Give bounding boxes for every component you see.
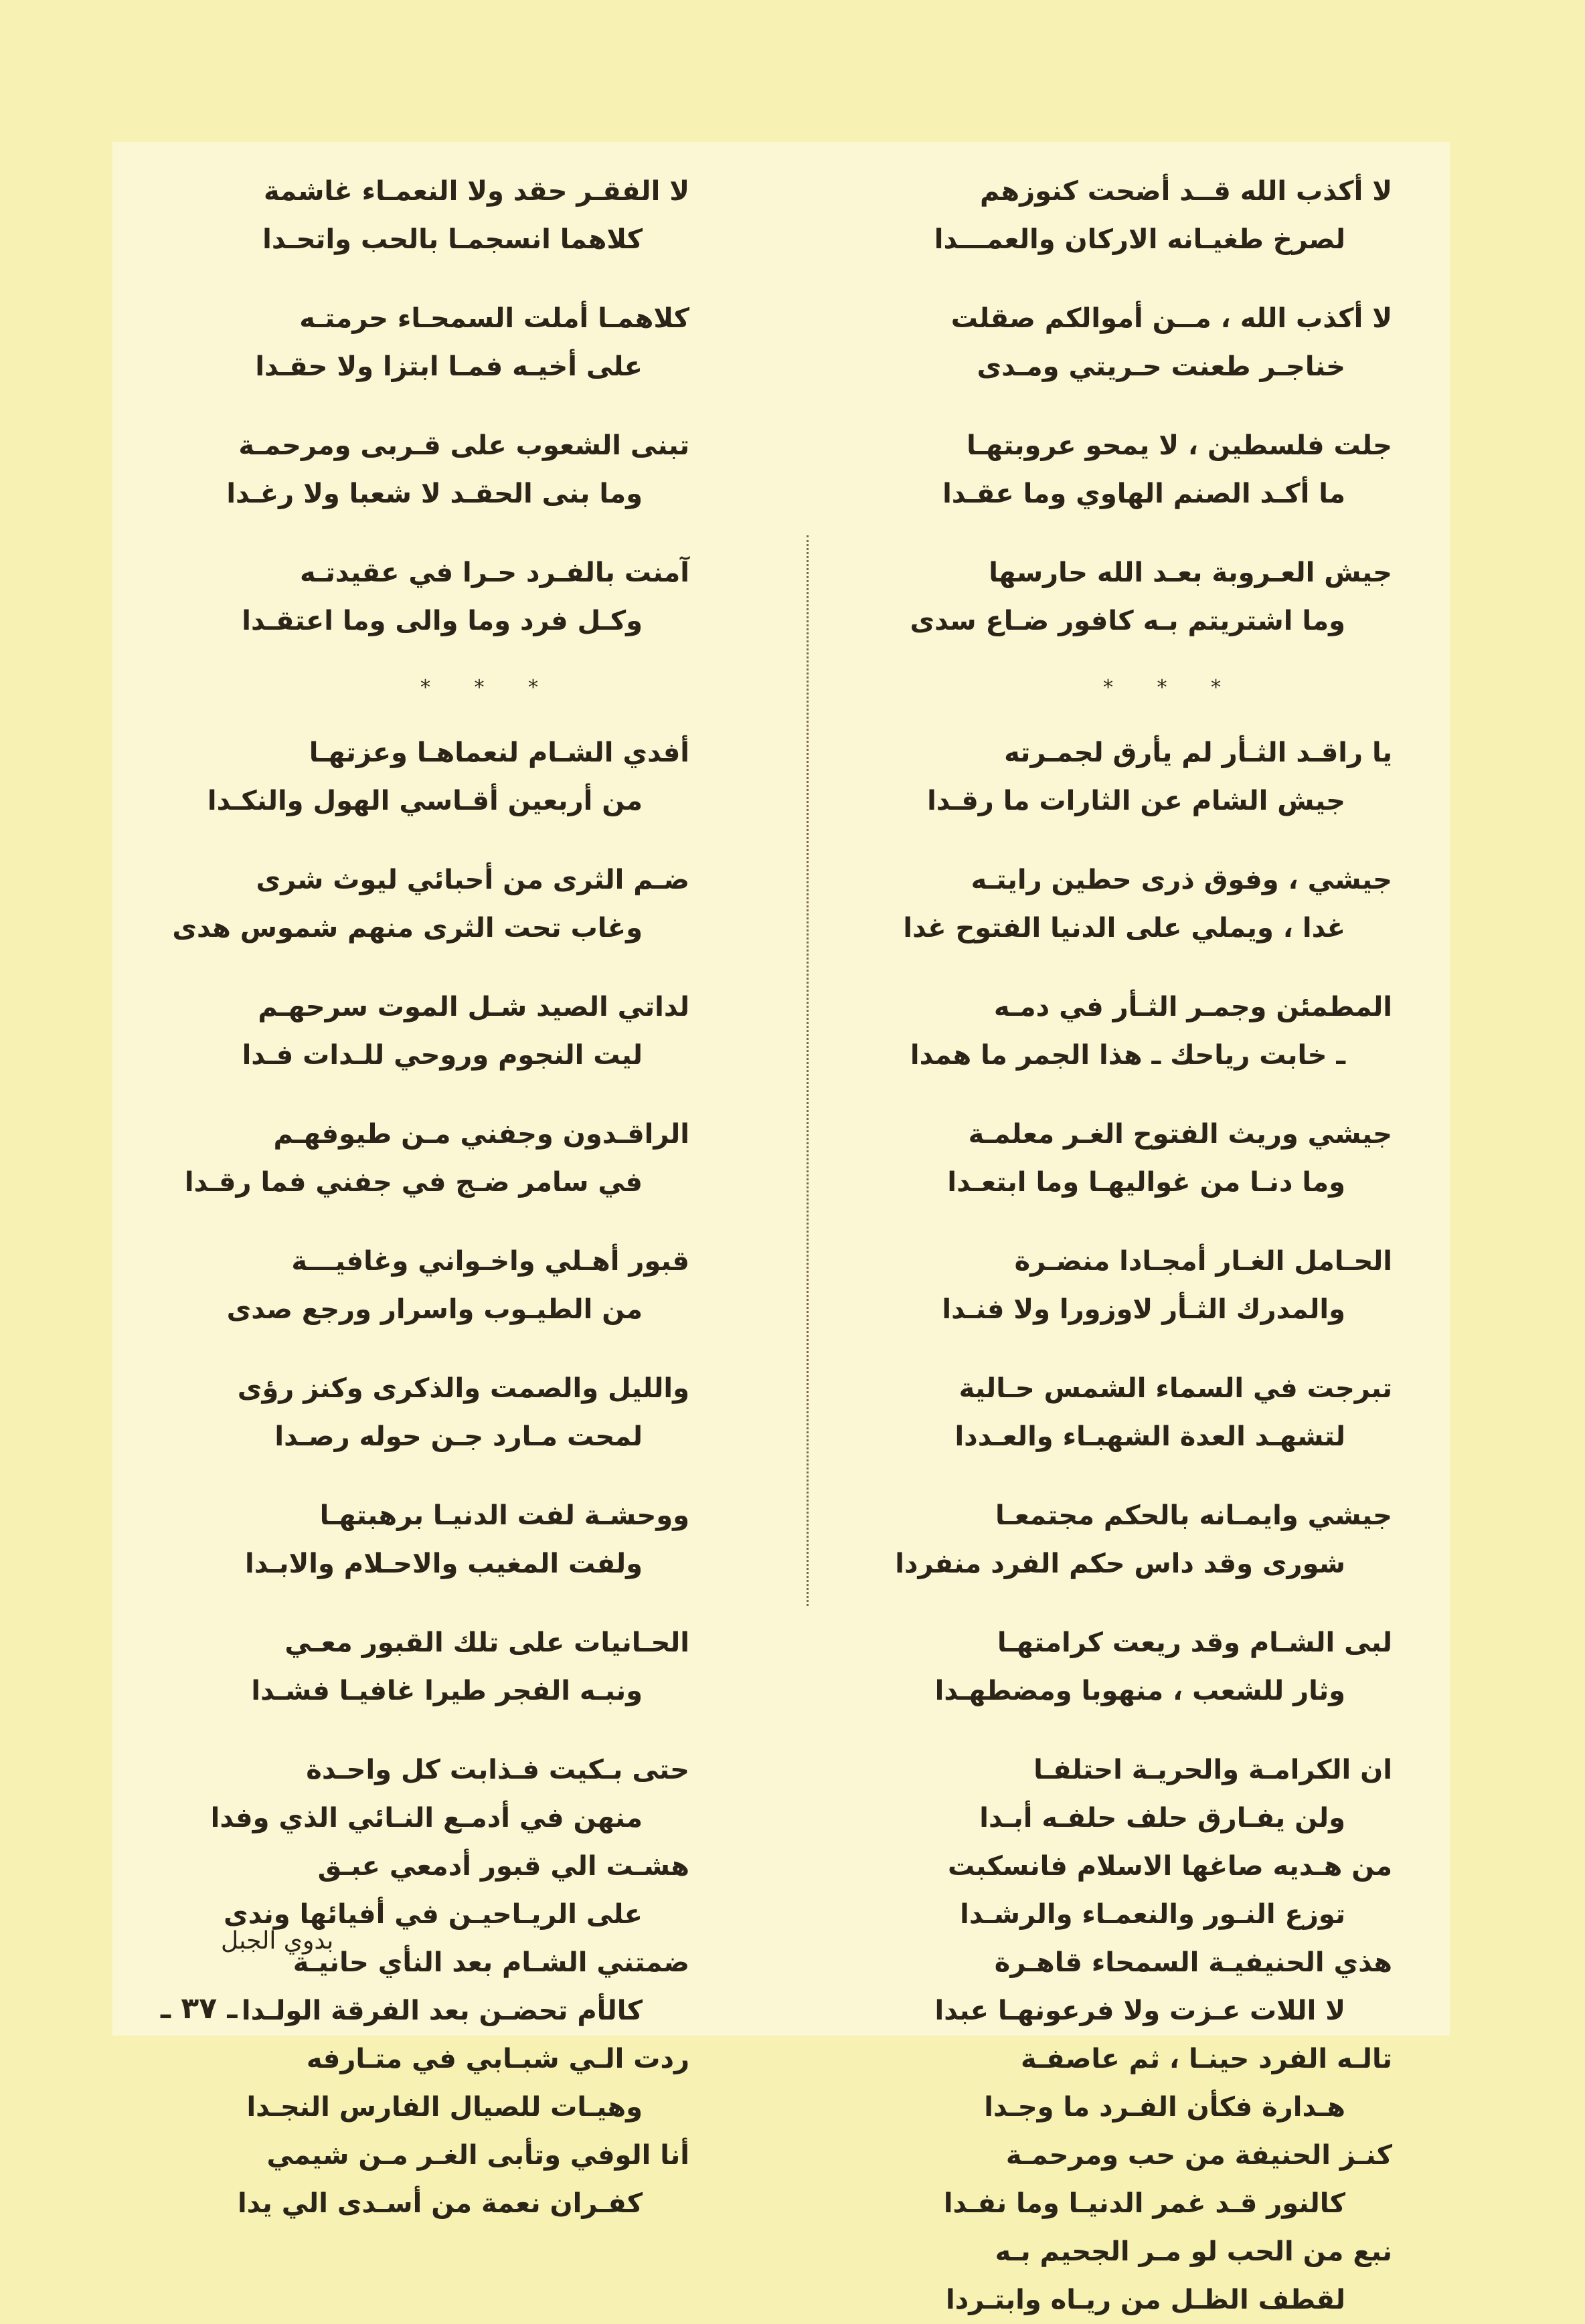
verse-second-hemistich: ـ خابت رياحك ـ هذا الجمر ما همدا <box>910 1040 1345 1071</box>
verse-first-hemistich: لبى الشـام وقد ريعت كرامتهـا <box>997 1627 1392 1658</box>
verse-stanza <box>167 1746 689 1842</box>
page-number: ـ ٣٧ ـ <box>161 1991 238 2026</box>
verse-stanza <box>870 1619 1392 1715</box>
verse-second-hemistich: وما بنى الحقـد لا شعبا ولا رغـدا <box>226 478 643 509</box>
verse-stanza <box>167 167 689 264</box>
verse-stanza <box>167 294 689 391</box>
verse-first-hemistich: ضمتني الشـام بعد النأي حانيـة <box>293 1947 689 1978</box>
verse-first-hemistich: أفدي الشـام لنعماهـا وعزتهـا <box>309 737 689 768</box>
verse-stanza <box>870 1110 1392 1206</box>
verse-first-hemistich: جيشي ، وفوق ذرى حطين رايتـه <box>971 865 1392 895</box>
verse-stanza <box>167 1364 689 1461</box>
verse-first-hemistich: كلاهمـا أملت السمحـاء حرمتـه <box>299 303 689 334</box>
verse-second-hemistich: وما اشتريتم بـه كافور ضـاع سدى <box>910 606 1345 636</box>
verse-stanza <box>167 1110 689 1206</box>
right-poem-column <box>870 167 1392 2324</box>
section-stars-separator: * * * <box>420 676 558 699</box>
verse-first-hemistich: آمنت بالفـرد حـرا في عقيدتـه <box>299 557 689 588</box>
verse-stanza <box>870 1237 1392 1334</box>
verse-stanza <box>167 729 689 825</box>
verse-second-hemistich: ولن يفـارق حلف حلفـه أبـدا <box>979 1803 1345 1834</box>
column-divider <box>807 535 809 1606</box>
verse-second-hemistich: وكـل فرد وما والى وما اعتقـدا <box>242 606 643 636</box>
verse-second-hemistich: كالأم تحضـن بعد الفرقة الولـدا <box>241 1995 643 2026</box>
left-poem-column <box>167 167 689 2228</box>
verse-second-hemistich: وما دنـا من غواليهـا وما ابتعـدا <box>947 1167 1345 1198</box>
verse-first-hemistich: لا أكذب الله قــد أضحت كنوزهم <box>980 176 1392 207</box>
verse-first-hemistich: كنـز الحنيفة من حب ومرحمـة <box>1005 2140 1392 2171</box>
verse-second-hemistich: لصرخ طغيـانه الاركان والعمـــدا <box>934 224 1345 255</box>
verse-stanza <box>167 549 689 645</box>
verse-stanza <box>870 1364 1392 1461</box>
verse-second-hemistich: ونبـه الفجر طيرا غافيـا فشـدا <box>251 1676 643 1706</box>
verse-stanza <box>167 1492 689 1588</box>
verse-second-hemistich: لقطف الظـل من ريـاه وابتـردا <box>945 2285 1345 2315</box>
verse-second-hemistich: غدا ، ويملي على الدنيا الفتوح غدا <box>903 913 1345 944</box>
verse-stanza <box>167 983 689 1079</box>
verse-first-hemistich: ان الكرامـة والحريـة احتلفـا <box>1033 1755 1392 1785</box>
verse-stanza <box>870 1939 1392 2035</box>
verse-first-hemistich: قبور أهـلي واخـواني وغافيـــة <box>291 1246 689 1277</box>
verse-stanza <box>167 1237 689 1334</box>
verse-second-hemistich: وثار للشعب ، منهوبا ومضطهـدا <box>934 1676 1345 1706</box>
verse-second-hemistich: كالنور قـد غمر الدنيـا وما نفـدا <box>943 2188 1345 2219</box>
verse-first-hemistich: جيشي وايمـانه بالحكم مجتمعـا <box>995 1500 1392 1531</box>
verse-first-hemistich: تبنى الشعوب على قـربى ومرحمـة <box>238 430 689 461</box>
verse-second-hemistich: كفـران نعمة من أسـدى الي يدا <box>237 2188 643 2219</box>
verse-stanza <box>870 729 1392 825</box>
verse-second-hemistich: ولفت المغيب والاحـلام والابـدا <box>244 1548 643 1579</box>
verse-first-hemistich: الراقـدون وجفني مـن طيوفهـم <box>273 1119 689 1150</box>
verse-stanza <box>870 167 1392 264</box>
verse-second-hemistich: كلاهما انسجمـا بالحب واتحـدا <box>262 224 643 255</box>
verse-second-hemistich: لا اللات عـزت ولا فرعونهـا عبدا <box>934 1995 1345 2026</box>
verse-stanza <box>870 2035 1392 2131</box>
verse-first-hemistich: الحـانيات على تلك القبور معـي <box>284 1627 689 1658</box>
verse-second-hemistich: منهن في أدمـع النـائي الذي وفدا <box>210 1803 643 1834</box>
verse-stanza <box>870 1842 1392 1939</box>
verse-stanza <box>870 549 1392 645</box>
verse-second-hemistich: لتشهـد العدة الشهبـاء والعـددا <box>954 1421 1345 1452</box>
verse-second-hemistich: في سامر ضـج في جفني فما رقـدا <box>184 1167 643 1198</box>
verse-first-hemistich: والليل والصمت والذكرى وكنز رؤى <box>237 1373 689 1404</box>
verse-first-hemistich: تبرجت في السماء الشمس حـالية <box>958 1373 1392 1404</box>
verse-second-hemistich: وغاب تحت الثرى منهم شموس هدى <box>172 913 643 944</box>
verse-first-hemistich: الحـامل الغـار أمجـادا منضـرة <box>1014 1246 1392 1277</box>
verse-first-hemistich: هشـت الي قبور أدمعي عبـق <box>317 1851 689 1882</box>
verse-first-hemistich: ووحشـة لفت الدنيـا برهبتهـا <box>319 1500 689 1531</box>
verse-stanza <box>870 422 1392 518</box>
verse-second-hemistich: من أربعين أقـاسي الهول والنكـدا <box>207 786 643 816</box>
verse-first-hemistich: أنا الوفي وتأبى الغـر مـن شيمي <box>266 2140 689 2171</box>
verse-first-hemistich: لا الفقـر حقد ولا النعمـاء غاشمة <box>264 176 689 207</box>
verse-second-hemistich: وهيـات للصيال الفارس النجـدا <box>246 2092 643 2123</box>
verse-first-hemistich: جيشي وريث الفتوح الغـر معلمـة <box>968 1119 1392 1150</box>
verse-first-hemistich: ضـم الثرى من أحبائي ليوث شرى <box>256 865 689 895</box>
verse-first-hemistich: جلت فلسطين ، لا يمحو عروبتهـا <box>967 430 1392 461</box>
verse-stanza <box>167 1619 689 1715</box>
verse-second-hemistich: لمحت مـارد جـن حوله رصـدا <box>274 1421 643 1452</box>
verse-second-hemistich: على الريـاحيـن في أفيائها وندى <box>224 1899 643 1930</box>
section-stars-separator: * * * <box>1102 676 1240 699</box>
verse-stanza <box>870 2228 1392 2324</box>
verse-second-hemistich: خناجـر طعنت حـريتي ومـدى <box>977 351 1345 382</box>
verse-stanza <box>870 294 1392 391</box>
verse-stanza <box>167 1842 689 1939</box>
verse-second-hemistich: توزع النـور والنعمـاء والرشـدا <box>960 1899 1345 1930</box>
verse-stanza <box>870 983 1392 1079</box>
verse-first-hemistich: لا أكذب الله ، مــن أموالكم صقلت <box>950 303 1392 334</box>
verse-first-hemistich: يا راقـد الثـأر لم يأرق لجمـرته <box>1004 737 1392 768</box>
verse-stanza <box>167 856 689 952</box>
poet-signature: بدوي الجبل <box>221 1927 334 1955</box>
verse-first-hemistich: من هـديه صاغها الاسلام فانسكبت <box>947 1851 1392 1882</box>
verse-stanza <box>167 2035 689 2131</box>
verse-first-hemistich: جيش العـروبة بعـد الله حارسها <box>989 557 1392 588</box>
verse-second-hemistich: من الطيـوب واسرار ورجع صدى <box>226 1294 643 1325</box>
verse-stanza <box>870 1492 1392 1588</box>
verse-first-hemistich: هذي الحنيفيـة السمحاء قاهـرة <box>994 1947 1392 1978</box>
verse-second-hemistich: هـدارة فكأن الفـرد ما وجـدا <box>984 2092 1345 2123</box>
verse-stanza <box>870 1746 1392 1842</box>
verse-second-hemistich: على أخيـه فمـا ابتزا ولا حقـدا <box>255 351 643 382</box>
verse-stanza <box>870 2131 1392 2228</box>
verse-second-hemistich: ليت النجوم وروحي للـدات فـدا <box>242 1040 643 1071</box>
verse-first-hemistich: نبع من الحب لو مـر الجحيم بـه <box>995 2236 1392 2267</box>
verse-second-hemistich: ما أكـد الصنم الهاوي وما عقـدا <box>942 478 1345 509</box>
verse-first-hemistich: حتى بـكيت فـذابت كل واحـدة <box>306 1755 689 1785</box>
verse-stanza <box>167 422 689 518</box>
verse-second-hemistich: والمدرك الثـأر لاوزورا ولا فنـدا <box>942 1294 1345 1325</box>
verse-first-hemistich: ردت الـي شبـابي في متـارفه <box>306 2044 689 2074</box>
verse-stanza <box>870 856 1392 952</box>
verse-second-hemistich: شورى وقد داس حكم الفرد منفردا <box>895 1548 1345 1579</box>
verse-first-hemistich: لداتي الصيد شـل الموت سرحهـم <box>258 992 689 1022</box>
verse-stanza <box>167 2131 689 2228</box>
verse-first-hemistich: تالـه الفرد حينـا ، ثم عاصفـة <box>1020 2044 1392 2074</box>
verse-second-hemistich: جيش الشام عن الثارات ما رقـدا <box>927 786 1345 816</box>
verse-first-hemistich: المطمئن وجمـر الثـأر في دمـه <box>993 992 1392 1022</box>
